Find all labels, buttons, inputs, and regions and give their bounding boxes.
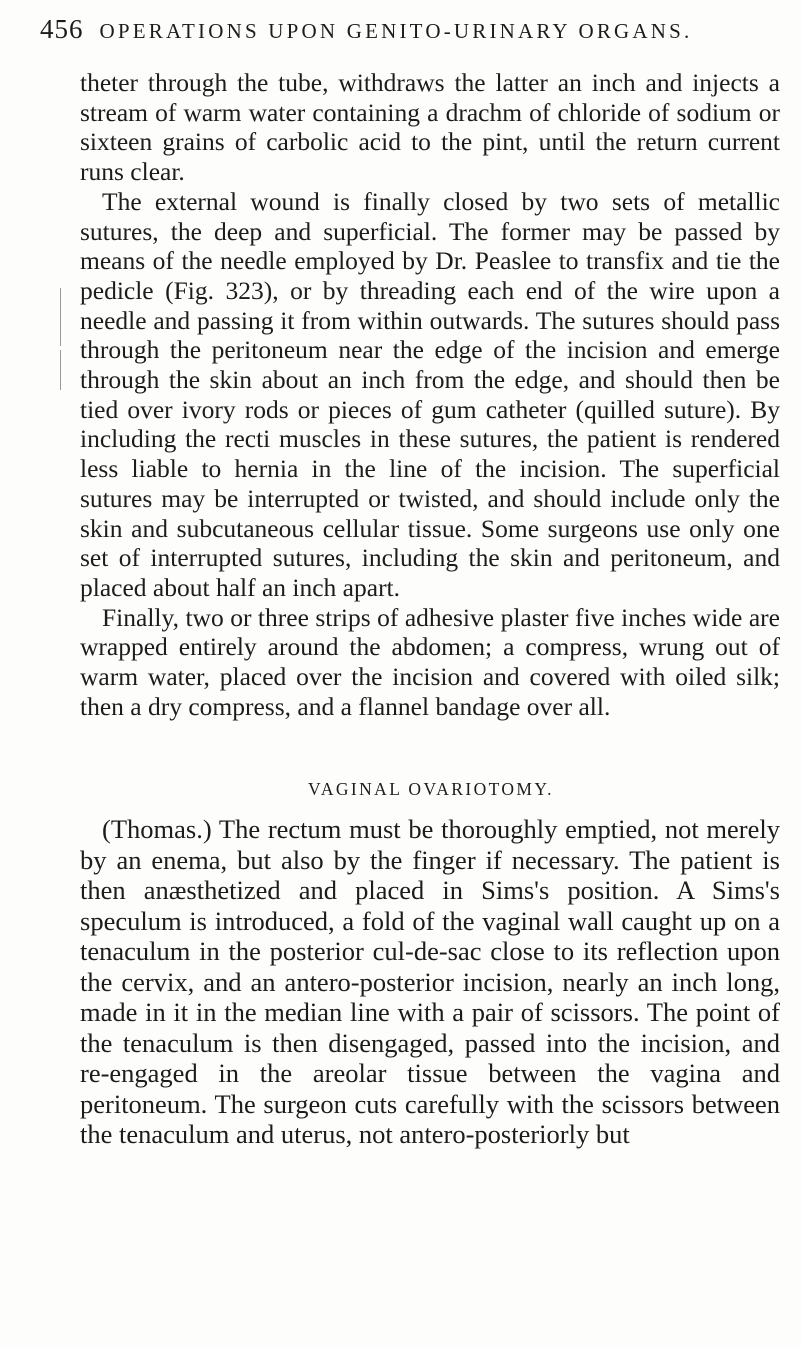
paragraph-vaginal-ovariotomy: (Thomas.) The rectum must be thoroughly emptied, not merely by an enema, but also by the finger if necessary. The patient is then anæsthetized and placed in Sims's position. A Sims's speculum is introduced, a fold of the vaginal wall caught up on a tenaculum in the posterior cul-de-sac close to its reflection upon the cervix, and an antero-posterior incision, nearly an inch long, made in it in the median line with a pair of scissors. The point of the tenaculum is then disengaged, passed into the incision, and re-engaged in the areolar tissue between the vagina and peritoneum. The surgeon cuts carefully with the scissors between the tenaculum and uterus, not antero-posteriorly but [80, 814, 780, 1150]
margin-mark [60, 288, 61, 346]
margin-mark [60, 350, 61, 390]
section-heading: VAGINAL OVARIOTOMY. [308, 779, 554, 800]
paragraph-continued: theter through the tube, withdraws the latter an inch and injects a stream of warm water containing a drachm of chloride of sodium or sixteen grains of carbolic acid to the pint, until the return current runs clear. [80, 68, 780, 187]
page-number: 456 [40, 14, 84, 44]
paragraph-sutures: The external wound is finally closed by two sets of metallic sutures, the deep and superficial. The former may be passed by means of the needle employed by Dr. Peaslee to transfix and tie the pedicle (Fig. 323), or by threading each end of the wire upon a needle and passing it from within outwards. The sutures should pass through the peritoneum near the edge of the incision and emerge through the skin about an inch from the edge, and should then be tied over ivory rods or pieces of gum catheter (quilled suture). By including the recti muscles in these sutures, the patient is rendered less liable to hernia in the line of the incision. The superficial sutures may be interrupted or twisted, and should include only the skin and subcutaneous cellular tissue. Some surgeons use only one set of interrupted sutures, including the skin and peritoneum, and placed about half an inch apart. [80, 186, 780, 602]
page-body [80, 68, 780, 1150]
page-header [40, 14, 790, 45]
running-title: OPERATIONS UPON GENITO-URINARY ORGANS. [99, 19, 693, 43]
paragraph-dressing: Finally, two or three strips of adhesive plaster five inches wide are wrapped entirely around the abdomen; a compress, wrung out of warm water, placed over the incision and covered with oiled silk; then a dry compress, and a flannel bandage over all. [80, 602, 780, 721]
